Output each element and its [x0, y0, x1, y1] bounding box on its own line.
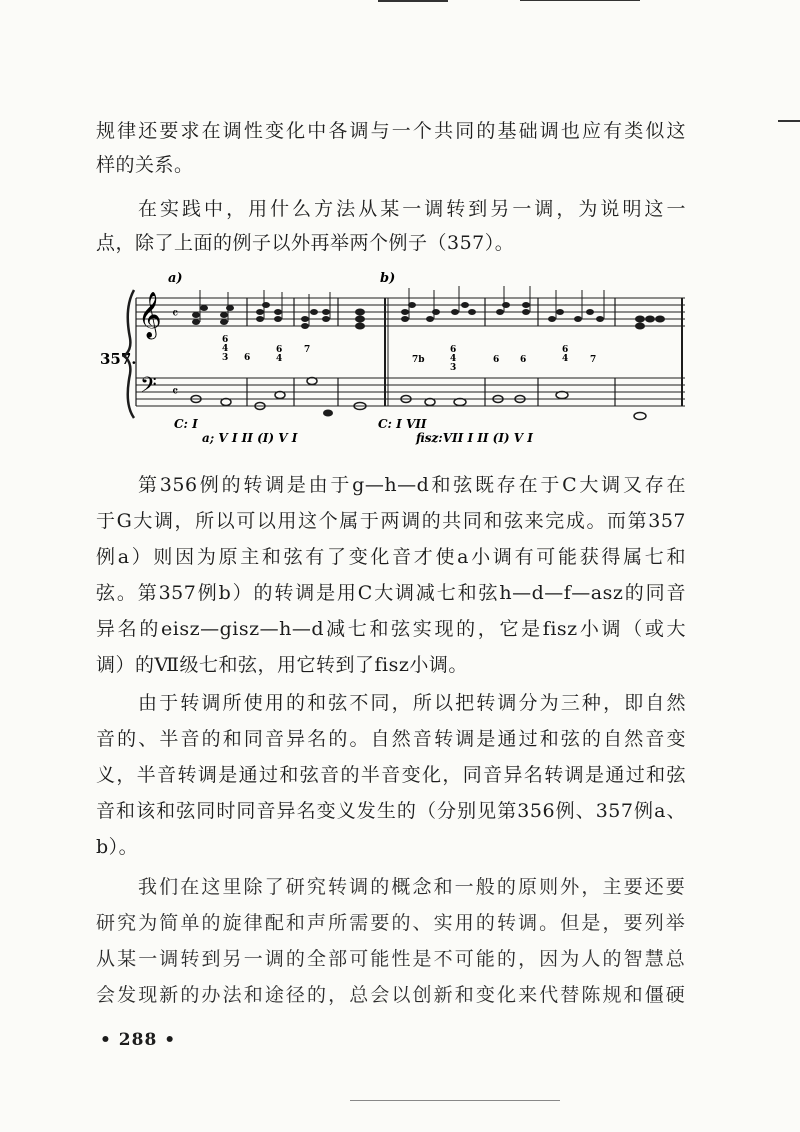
figure: 7	[590, 355, 597, 365]
example-number: 357.	[100, 350, 137, 368]
figure: 4	[276, 354, 283, 364]
analysis-a-line2: a; V I II (I) V I	[202, 431, 298, 445]
figure: 4	[450, 354, 457, 364]
text-line-13: 义，半音转调是通过和弦音的半音变化，同音异名转调是通过和弦	[96, 764, 686, 786]
common-time-icon-bass: 𝄴	[172, 384, 179, 400]
text-line-12: 音的、半音的和同音异名的。自然音转调是通过和弦的自然音变	[96, 728, 686, 750]
text-line-4: 点，除了上面的例子以外再举两个例子（357）。	[96, 232, 515, 254]
treble-clef-icon: 𝄞	[138, 292, 162, 338]
text-line-8: 弦。第357例b）的转调是用C大调减七和弦h—d—f—asz的同音	[96, 582, 686, 604]
figured-bass	[222, 335, 596, 373]
page-number: • 288 •	[100, 1030, 177, 1050]
text-line-9: 异名的eisz—gisz—h—d减七和弦实现的，它是fisz小调（或大	[96, 618, 686, 640]
text-line-11: 由于转调所使用的和弦不同，所以把转调分为三种，即自然	[138, 692, 686, 714]
figure: 3	[222, 353, 229, 363]
figure: 6	[450, 345, 457, 355]
figure: 7	[304, 345, 311, 355]
label-b: b)	[380, 271, 396, 286]
figure: 6	[244, 353, 251, 363]
text-line-18: 从某一调转到另一调的全部可能性是不可能的，因为人的智慧总	[96, 948, 686, 970]
scan-mark	[778, 120, 800, 122]
figure: 4	[562, 354, 569, 364]
text-line-7: 例a）则因为原主和弦有了变化音才使a小调有可能获得属七和	[96, 546, 686, 568]
text-line-15: b）。	[96, 836, 139, 858]
bass-clef-icon: 𝄢	[140, 373, 157, 403]
text-line-10: 调）的Ⅶ级七和弦，用它转到了fisz小调。	[96, 654, 468, 676]
figure: 6	[276, 345, 283, 355]
text-line-19: 会发现新的办法和途径的，总会以创新和变化来代替陈规和僵硬	[96, 984, 686, 1006]
text-line-1: 规律还要求在调性变化中各调与一个共同的基础调也应有类似这	[96, 120, 686, 142]
text-line-5: 第356例的转调是由于g—h—d和弦既存在于C大调又存在	[138, 474, 686, 496]
label-a: a)	[168, 271, 183, 286]
figure: 6	[493, 355, 500, 365]
analysis-a-line1: C: I	[174, 417, 198, 431]
bass-staff	[136, 378, 685, 406]
scan-mark	[520, 0, 640, 1]
text-line-16: 我们在这里除了研究转调的概念和一般的原则外，主要还要	[138, 876, 686, 898]
figure: 6	[562, 345, 569, 355]
music-example-357	[100, 268, 690, 448]
text-line-2: 样的关系。	[96, 154, 194, 176]
common-time-icon: 𝄴	[172, 306, 179, 322]
figure: 6	[222, 335, 229, 345]
analysis-b-line2: fisz:VII I II (I) V I	[416, 431, 533, 445]
text-line-6: 于G大调，所以可以用这个属于两调的共同和弦来完成。而第357	[96, 510, 686, 532]
text-line-3: 在实践中，用什么方法从某一调转到另一调，为说明这一	[138, 198, 686, 220]
treble-notes	[192, 302, 665, 330]
text-line-14: 音和该和弦同时同音异名变义发生的（分别见第356例、357例a、	[96, 800, 686, 822]
figure: 6	[520, 355, 527, 365]
figure: 4	[222, 344, 229, 354]
scan-mark	[378, 0, 448, 2]
scan-mark	[350, 1100, 560, 1101]
treble-staff	[136, 298, 685, 326]
figure: 7b	[412, 355, 425, 365]
analysis-b-line1: C: I VII	[378, 417, 427, 431]
figure: 3	[450, 363, 457, 373]
text-line-17: 研究为简单的旋律配和声所需要的、实用的转调。但是，要列举	[96, 912, 686, 934]
